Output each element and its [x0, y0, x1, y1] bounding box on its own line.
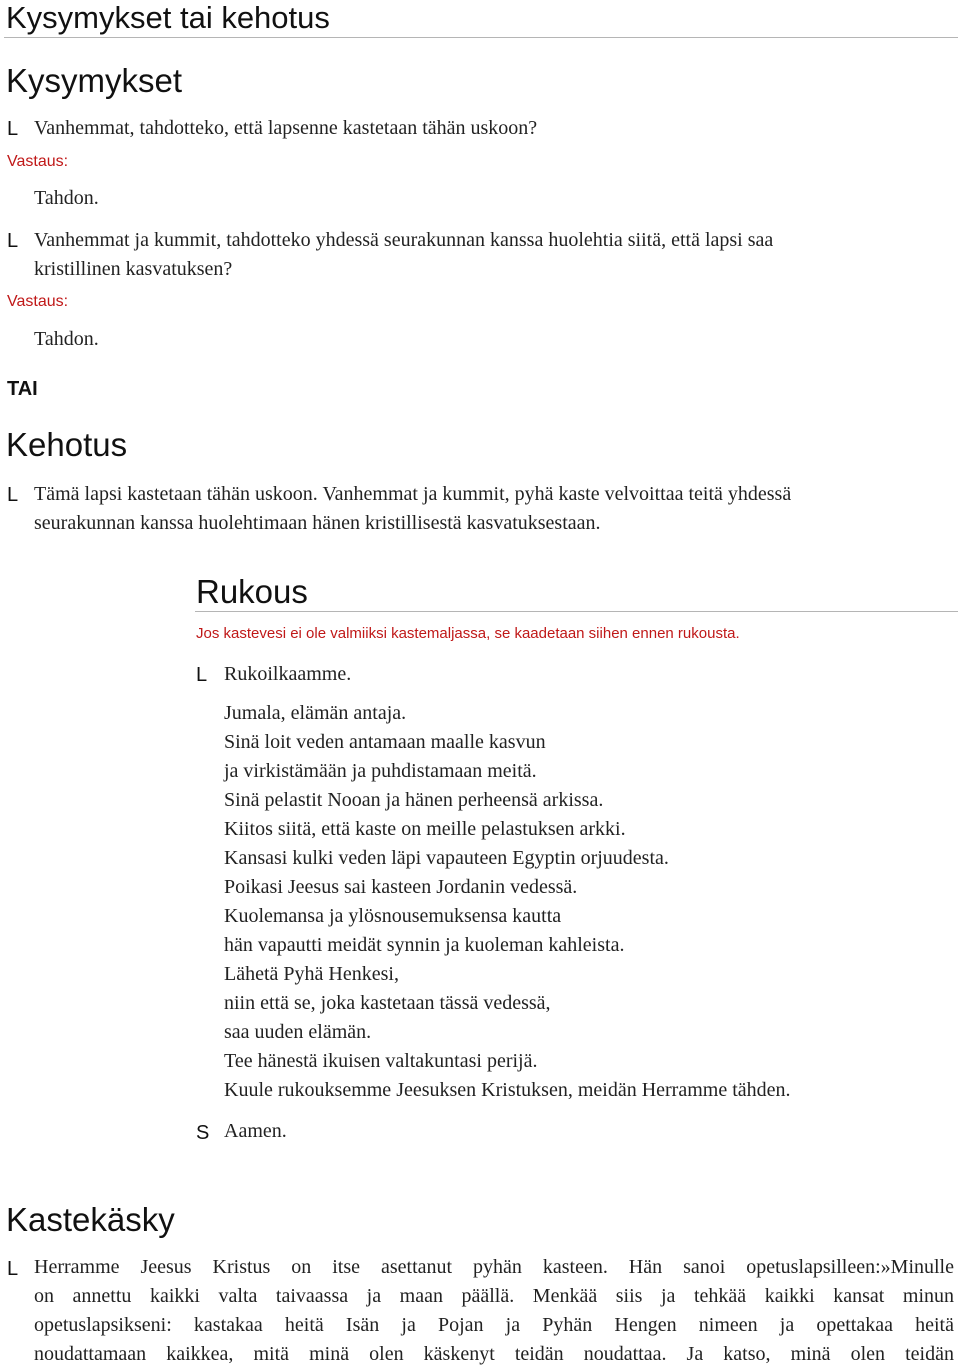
prayer-line: Kiitos siitä, että kaste on meille pelastuksen arkki. [224, 818, 626, 840]
baptism-command-line: on annettu kaikki valta taivaassa ja maan päällä. Menkää siis ja tehkää kaikki kansat minun [34, 1285, 954, 1307]
prayer-line: Jumala, elämän antaja. [224, 702, 407, 724]
amen-response: Aamen. [224, 1120, 287, 1142]
response-text: Tahdon. [34, 187, 99, 209]
role-marker-s: S [196, 1122, 210, 1144]
prayer-intro: Rukoilkaamme. [224, 663, 352, 685]
baptism-command-line: opetuslapsikseni: kastakaa heitä Isän ja Pojan ja Pyhän Hengen nimeen ja opettakaa heitä [34, 1314, 954, 1336]
role-marker-l: L [7, 484, 19, 506]
rubric-instruction: Jos kastevesi ei ole valmiiksi kastemaljassa, se kaadetaan siihen ennen rukousta. [196, 625, 740, 642]
question-2-line-1: Vanhemmat ja kummit, tahdotteko yhdessä seurakunnan kanssa huolehtia siitä, että lapsi saa [34, 229, 774, 251]
response-label: Vastaus: [7, 153, 69, 170]
prayer-line: hän vapautti meidät synnin ja kuoleman kahleista. [224, 934, 625, 956]
prayer-body [224, 699, 791, 1105]
prayer-line: Sinä pelastit Nooan ja hänen perheensä arkissa. [224, 789, 604, 811]
title-divider [4, 37, 958, 38]
rukous-divider [195, 611, 958, 612]
exhortation-line-1: Tämä lapsi kastetaan tähän uskoon. Vanhemmat ja kummit, pyhä kaste velvoittaa teitä yhdessä [34, 483, 792, 505]
section-heading-kysymykset: Kysymykset [6, 62, 183, 99]
section-heading-kehotus: Kehotus [6, 426, 128, 463]
role-marker-l: L [7, 1258, 19, 1280]
prayer-line: Kuule rukouksemme Jeesuksen Kristuksen, meidän Herramme tähden. [224, 1079, 791, 1101]
page-title: Kysymykset tai kehotus [6, 0, 330, 35]
response-text: Tahdon. [34, 328, 99, 350]
role-marker-l: L [7, 118, 19, 140]
prayer-line: Poikasi Jeesus sai kasteen Jordanin vedessä. [224, 876, 578, 898]
prayer-line: Kansasi kulki veden läpi vapauteen Egyptin orjuudesta. [224, 847, 669, 869]
question-1-text: Vanhemmat, tahdotteko, että lapsenne kastetaan tähän uskoon? [34, 117, 538, 139]
response-label: Vastaus: [7, 293, 69, 310]
section-heading-kastekasky: Kastekäsky [6, 1201, 175, 1238]
prayer-line: ja virkistämään ja puhdistamaan meitä. [224, 760, 537, 782]
role-marker-l: L [196, 664, 208, 686]
prayer-line: Sinä loit veden antamaan maalle kasvun [224, 731, 546, 753]
prayer-line: Tee hänestä ikuisen valtakuntasi perijä. [224, 1050, 538, 1072]
baptism-command-line: Herramme Jeesus Kristus on itse asettanut pyhän kasteen. Hän sanoi opetuslapsilleen:»Minulle [34, 1256, 954, 1278]
role-marker-l: L [7, 230, 19, 252]
prayer-line: Lähetä Pyhä Henkesi, [224, 963, 399, 985]
prayer-line: saa uuden elämän. [224, 1021, 372, 1043]
baptism-command-line: noudattamaan kaikkea, mitä minä olen käskenyt teidän noudattaa. Ja katso, minä olen teidän [34, 1343, 954, 1365]
or-separator: TAI [7, 378, 38, 400]
prayer-line: niin että se, joka kastetaan tässä vedessä, [224, 992, 551, 1014]
question-2-line-2: kristillinen kasvatuksen? [34, 258, 233, 280]
exhortation-line-2: seurakunnan kanssa huolehtimaan hänen kristillisestä kasvatuksestaan. [34, 512, 601, 534]
section-heading-rukous: Rukous [196, 573, 308, 610]
prayer-line: Kuolemansa ja ylösnousemuksensa kautta [224, 905, 562, 927]
baptism-command-text [34, 1253, 954, 1369]
